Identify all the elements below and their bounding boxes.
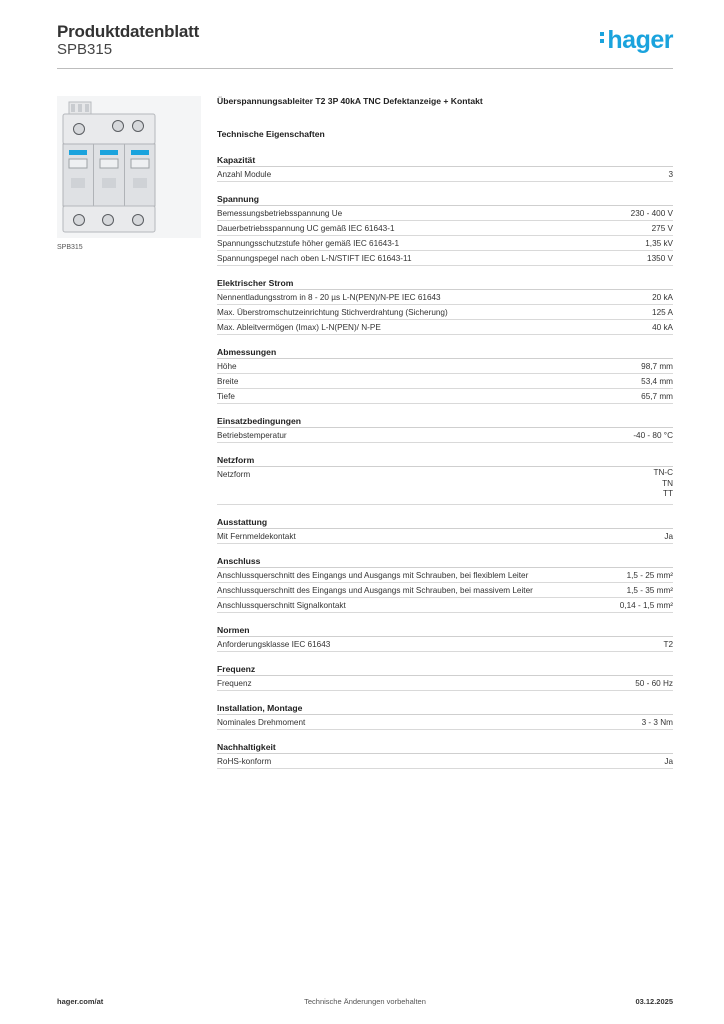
spec-row bbox=[217, 305, 673, 320]
section-title: Frequenz bbox=[217, 663, 673, 676]
spec-value: -40 - 80 °C bbox=[633, 431, 673, 440]
spec-section bbox=[217, 154, 673, 182]
spec-label: Spannungsschutzstufe höher gemäß IEC 61643-1 bbox=[217, 239, 400, 248]
spec-label: Frequenz bbox=[217, 679, 252, 688]
spec-label: RoHS-konform bbox=[217, 757, 272, 766]
document-subtitle: SPB315 bbox=[57, 41, 113, 58]
spec-section bbox=[217, 193, 673, 266]
spec-label: Nominales Drehmoment bbox=[217, 718, 306, 727]
surge-arrester-illustration bbox=[57, 96, 201, 238]
spec-value: 20 kA bbox=[652, 293, 673, 302]
spec-value: 3 - 3 Nm bbox=[641, 718, 673, 727]
product-name: Überspannungsableiter T2 3P 40kA TNC Defektanzeige + Kontakt bbox=[217, 96, 483, 106]
section-title: Abmessungen bbox=[217, 346, 673, 359]
spec-row bbox=[217, 676, 673, 691]
spec-row bbox=[217, 374, 673, 389]
spec-value: 1,35 kV bbox=[645, 239, 673, 248]
spec-value: 1350 V bbox=[647, 254, 673, 263]
section-title: Ausstattung bbox=[217, 516, 673, 529]
spec-value-item: TN bbox=[662, 478, 673, 488]
spec-row bbox=[217, 715, 673, 730]
section-title: Netzform bbox=[217, 454, 673, 467]
section-title: Kapazität bbox=[217, 154, 673, 167]
spec-value: 0,14 - 1,5 mm² bbox=[619, 601, 673, 610]
spec-value: 1,5 - 25 mm² bbox=[626, 571, 673, 580]
spec-label: Dauerbetriebsspannung UC gemäß IEC 61643-1 bbox=[217, 224, 395, 233]
spec-row bbox=[217, 389, 673, 404]
spec-value: 230 - 400 V bbox=[630, 209, 673, 218]
logo-dots-icon bbox=[600, 29, 605, 46]
spec-label: Betriebstemperatur bbox=[217, 431, 287, 440]
spec-content bbox=[217, 96, 673, 769]
logo-text: hager bbox=[607, 26, 673, 54]
spec-label: Anforderungsklasse IEC 61643 bbox=[217, 640, 331, 649]
spec-row bbox=[217, 428, 673, 443]
section-title: Anschluss bbox=[217, 555, 673, 568]
spec-section bbox=[217, 516, 673, 544]
spec-value: 98,7 mm bbox=[641, 362, 673, 371]
spec-value: Ja bbox=[664, 757, 673, 766]
spec-row bbox=[217, 754, 673, 769]
spec-label: Anschlussquerschnitt Signalkontakt bbox=[217, 601, 346, 610]
spec-label: Anschlussquerschnitt des Eingangs und Ausgangs mit Schrauben, bei flexiblem Leiter bbox=[217, 571, 529, 580]
spec-value-item: TN-C bbox=[653, 468, 673, 477]
section-title: Spannung bbox=[217, 193, 673, 206]
product-image bbox=[57, 96, 201, 238]
spec-label: Netzform bbox=[217, 470, 251, 479]
spec-row bbox=[217, 359, 673, 374]
spec-section bbox=[217, 415, 673, 443]
spec-row bbox=[217, 167, 673, 182]
footer-disclaimer: Technische Änderungen vorbehalten bbox=[304, 997, 426, 1006]
section-title: Installation, Montage bbox=[217, 702, 673, 715]
spec-row bbox=[217, 206, 673, 221]
spec-section bbox=[217, 702, 673, 730]
tech-properties-heading: Technische Eigenschaften bbox=[217, 129, 325, 139]
spec-label: Nennentladungsstrom in 8 - 20 µs L-N(PEN)/N-PE IEC 61643 bbox=[217, 293, 441, 302]
spec-row bbox=[217, 467, 673, 505]
section-title: Normen bbox=[217, 624, 673, 637]
spec-row bbox=[217, 583, 673, 598]
spec-label: Max. Überstromschutzeinrichtung Stichverdrahtung (Sicherung) bbox=[217, 308, 448, 317]
spec-value-item: TT bbox=[662, 489, 673, 498]
spec-value: 125 A bbox=[652, 308, 673, 317]
spec-label: Anschlussquerschnitt des Eingangs und Ausgangs mit Schrauben, bei massivem Leiter bbox=[217, 586, 533, 595]
spec-section bbox=[217, 555, 673, 613]
spec-sections bbox=[217, 154, 673, 769]
spec-row bbox=[217, 568, 673, 583]
spec-value: T2 bbox=[663, 640, 673, 649]
spec-value: 50 - 60 Hz bbox=[635, 679, 673, 688]
spec-section bbox=[217, 454, 673, 505]
spec-value: 3 bbox=[668, 170, 673, 179]
spec-label: Max. Ableitvermögen (Imax) L-N(PEN)/ N-PE bbox=[217, 323, 381, 332]
spec-row bbox=[217, 251, 673, 266]
spec-value: Ja bbox=[664, 532, 673, 541]
spec-value: 1,5 - 35 mm² bbox=[626, 586, 673, 595]
spec-value: 65,7 mm bbox=[641, 392, 673, 401]
spec-label: Anzahl Module bbox=[217, 170, 272, 179]
spec-row bbox=[217, 221, 673, 236]
spec-value: 53,4 mm bbox=[641, 377, 673, 386]
page-header bbox=[57, 20, 673, 69]
spec-label: Breite bbox=[217, 377, 239, 386]
spec-section bbox=[217, 346, 673, 404]
spec-label: Tiefe bbox=[217, 392, 235, 401]
spec-value bbox=[647, 468, 673, 500]
spec-label: Mit Fernmeldekontakt bbox=[217, 532, 296, 541]
spec-row bbox=[217, 598, 673, 613]
spec-row bbox=[217, 637, 673, 652]
spec-label: Bemessungsbetriebsspannung Ue bbox=[217, 209, 343, 218]
spec-row bbox=[217, 320, 673, 335]
spec-label: Spannungspegel nach oben L-N/STIFT IEC 61643-11 bbox=[217, 254, 412, 263]
spec-section bbox=[217, 741, 673, 769]
spec-value: 275 V bbox=[651, 224, 673, 233]
image-caption: SPB315 bbox=[57, 244, 83, 251]
hager-logo bbox=[600, 26, 673, 55]
document-title: Produktdatenblatt bbox=[57, 22, 200, 41]
spec-section bbox=[217, 277, 673, 335]
spec-row bbox=[217, 236, 673, 251]
spec-label: Höhe bbox=[217, 362, 237, 371]
spec-row bbox=[217, 290, 673, 305]
spec-row bbox=[217, 529, 673, 544]
section-title: Elektrischer Strom bbox=[217, 277, 673, 290]
section-title: Nachhaltigkeit bbox=[217, 741, 673, 754]
section-title: Einsatzbedingungen bbox=[217, 415, 673, 428]
spec-value: 40 kA bbox=[652, 323, 673, 332]
spec-section bbox=[217, 624, 673, 652]
spec-section bbox=[217, 663, 673, 691]
footer-website[interactable]: hager.com/at bbox=[57, 997, 104, 1006]
footer-date: 03.12.2025 bbox=[635, 997, 673, 1006]
